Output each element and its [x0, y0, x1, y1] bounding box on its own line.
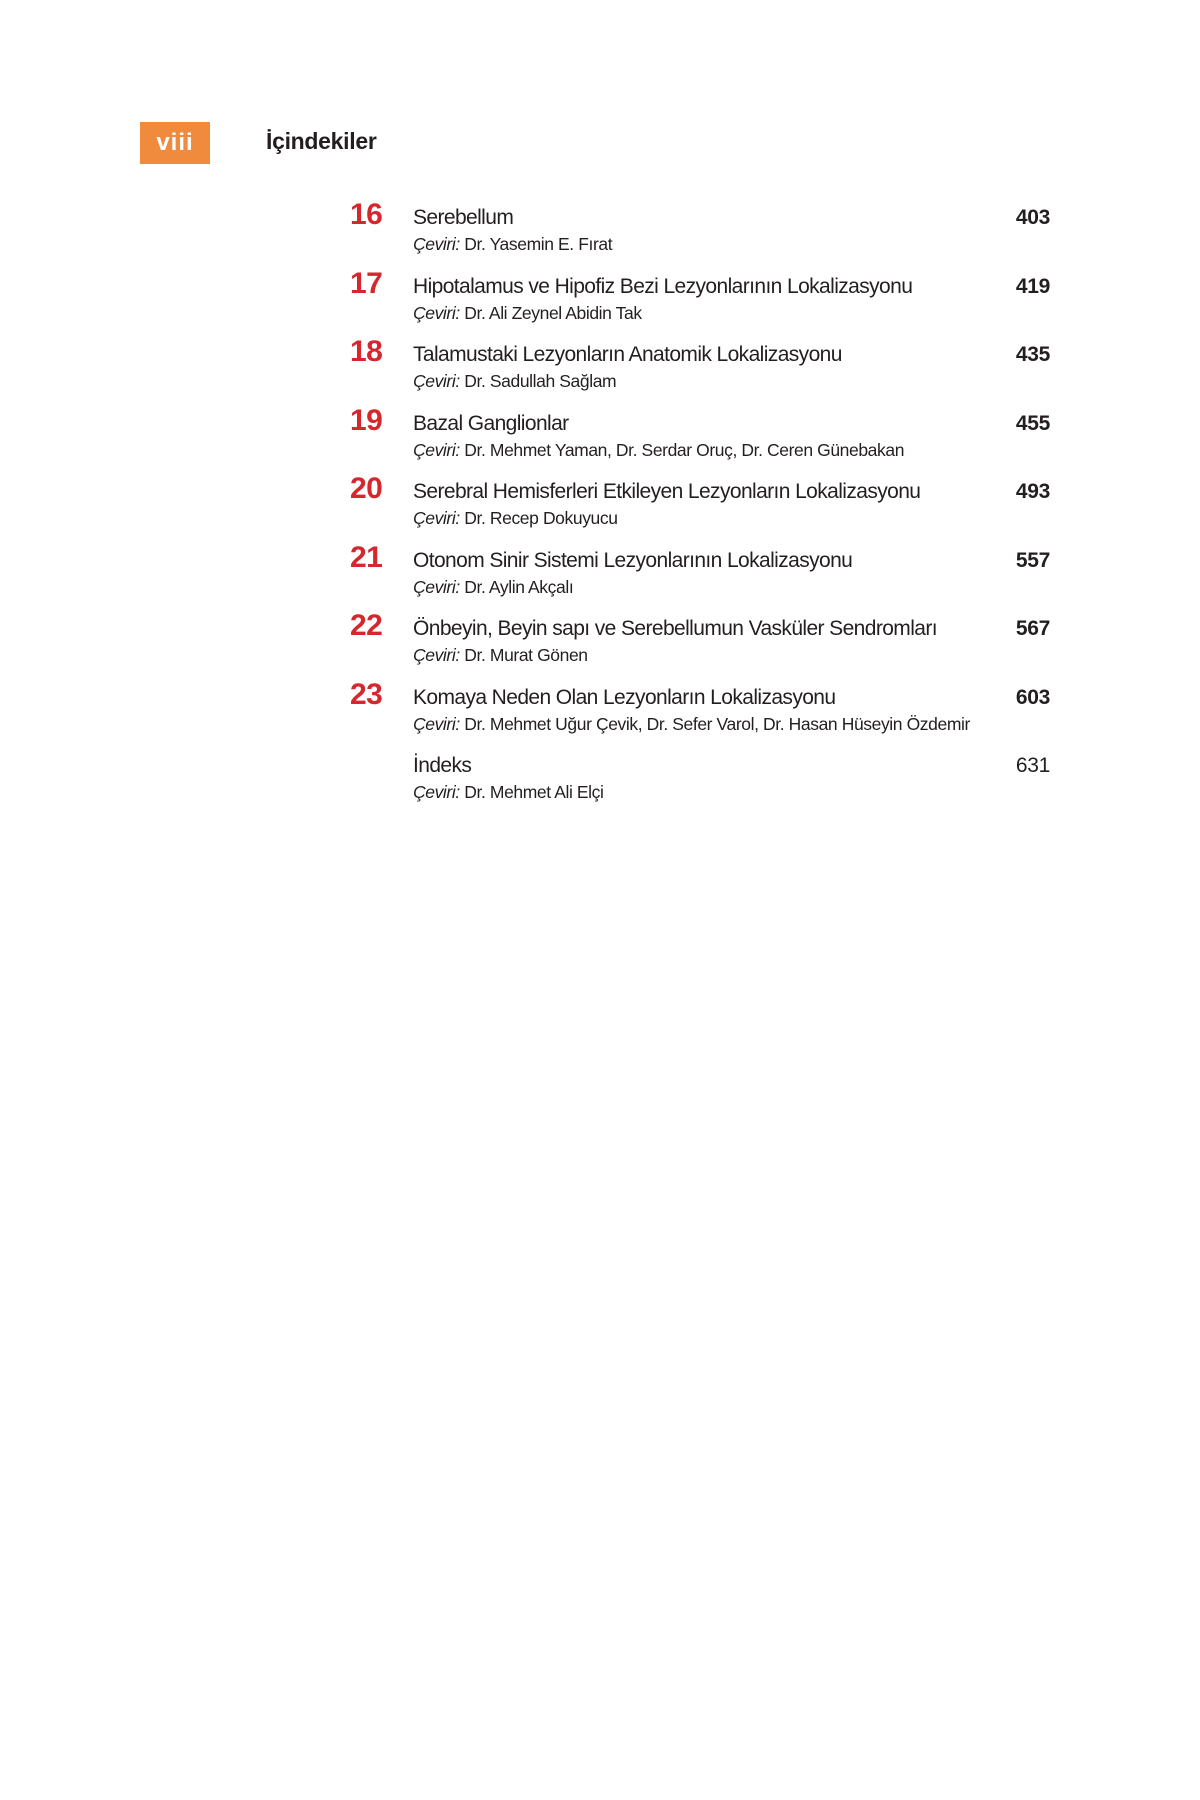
translator-names: Dr. Mehmet Uğur Çevik, Dr. Sefer Varol, Dr. Hasan Hüseyin Özdemir [464, 713, 970, 734]
chapter-page-number[interactable]: 567 [1015, 617, 1050, 640]
translator-line [413, 714, 970, 735]
translator-line [413, 645, 588, 666]
translator-line [413, 371, 616, 392]
chapter-page-number[interactable]: 603 [1015, 685, 1050, 709]
translator-names: Dr. Recep Dokuyucu [464, 508, 618, 528]
chapter-page-number[interactable]: 435 [1015, 343, 1050, 366]
translator-label: Çeviri: [413, 371, 460, 391]
translator-label: Çeviri: [413, 508, 460, 528]
translator-label: Çeviri: [413, 645, 460, 665]
toc-entry[interactable] [350, 266, 1050, 340]
translator-names: Dr. Murat Gönen [464, 645, 588, 665]
chapter-number: 22 [350, 609, 383, 642]
toc-entry[interactable] [350, 609, 1050, 682]
chapter-title[interactable]: Hipotalamus ve Hipofiz Bezi Lezyonlarının Lokalizasyonu [413, 274, 913, 298]
chapter-title[interactable]: Bazal Ganglionlar [413, 411, 569, 435]
toc-entry[interactable] [350, 198, 1050, 271]
translator-label: Çeviri: [413, 576, 460, 597]
chapter-number: 20 [350, 472, 383, 505]
translator-names: Dr. Mehmet Ali Elçi [464, 782, 604, 802]
translator-line [413, 303, 642, 324]
chapter-title[interactable]: Serebral Hemisferleri Etkileyen Lezyonların Lokalizasyonu [413, 480, 921, 503]
translator-names: Dr. Mehmet Yaman, Dr. Serdar Oruç, Dr. Ceren Günebakan [464, 439, 905, 460]
toc-entry[interactable] [350, 335, 1050, 408]
toc-entry[interactable] [350, 677, 1050, 751]
chapter-title[interactable]: Serebellum [413, 206, 514, 229]
translator-names: Dr. Yasemin E. Fırat [464, 234, 613, 254]
chapter-title[interactable]: Önbeyin, Beyin sapı ve Serebellumun Vasküler Sendromları [413, 617, 937, 640]
translator-line [413, 782, 604, 803]
chapter-title[interactable]: Otonom Sinir Sistemi Lezyonlarının Lokalizasyonu [413, 548, 853, 572]
translator-names: Dr. Ali Zeynel Abidin Tak [464, 302, 642, 323]
table-of-contents [350, 198, 1050, 819]
page-number-badge: viii [140, 122, 210, 164]
chapter-number: 21 [350, 540, 383, 574]
toc-entry[interactable] [350, 472, 1050, 545]
index-page-number[interactable]: 631 [1015, 754, 1050, 777]
chapter-page-number[interactable]: 493 [1015, 480, 1050, 503]
chapter-number: 17 [350, 266, 383, 300]
translator-line [413, 508, 618, 529]
chapter-title[interactable]: Komaya Neden Olan Lezyonların Lokalizasyonu [413, 685, 836, 709]
translator-label: Çeviri: [413, 234, 460, 254]
index-title[interactable]: İndeks [413, 754, 472, 777]
chapter-number: 23 [350, 677, 383, 711]
chapter-number: 18 [350, 335, 383, 368]
chapter-page-number[interactable]: 403 [1015, 206, 1050, 229]
chapter-page-number[interactable]: 557 [1015, 548, 1050, 572]
translator-names: Dr. Sadullah Sağlam [464, 371, 617, 391]
translator-label: Çeviri: [413, 782, 460, 802]
translator-line [413, 577, 573, 598]
index-entry[interactable] [350, 750, 1050, 819]
toc-entry[interactable] [350, 403, 1050, 477]
translator-label: Çeviri: [413, 439, 460, 460]
chapter-number: 19 [350, 403, 383, 437]
translator-label: Çeviri: [413, 713, 460, 734]
toc-entry[interactable] [350, 540, 1050, 614]
translator-names: Dr. Aylin Akçalı [464, 576, 574, 597]
translator-line [413, 234, 612, 255]
chapter-page-number[interactable]: 455 [1015, 411, 1050, 435]
translator-line [413, 440, 904, 461]
chapter-title[interactable]: Talamustaki Lezyonların Anatomik Lokalizasyonu [413, 343, 842, 366]
running-head-title: İçindekiler [266, 128, 377, 154]
chapter-number: 16 [350, 198, 383, 231]
translator-label: Çeviri: [413, 302, 460, 323]
chapter-page-number[interactable]: 419 [1015, 274, 1050, 298]
